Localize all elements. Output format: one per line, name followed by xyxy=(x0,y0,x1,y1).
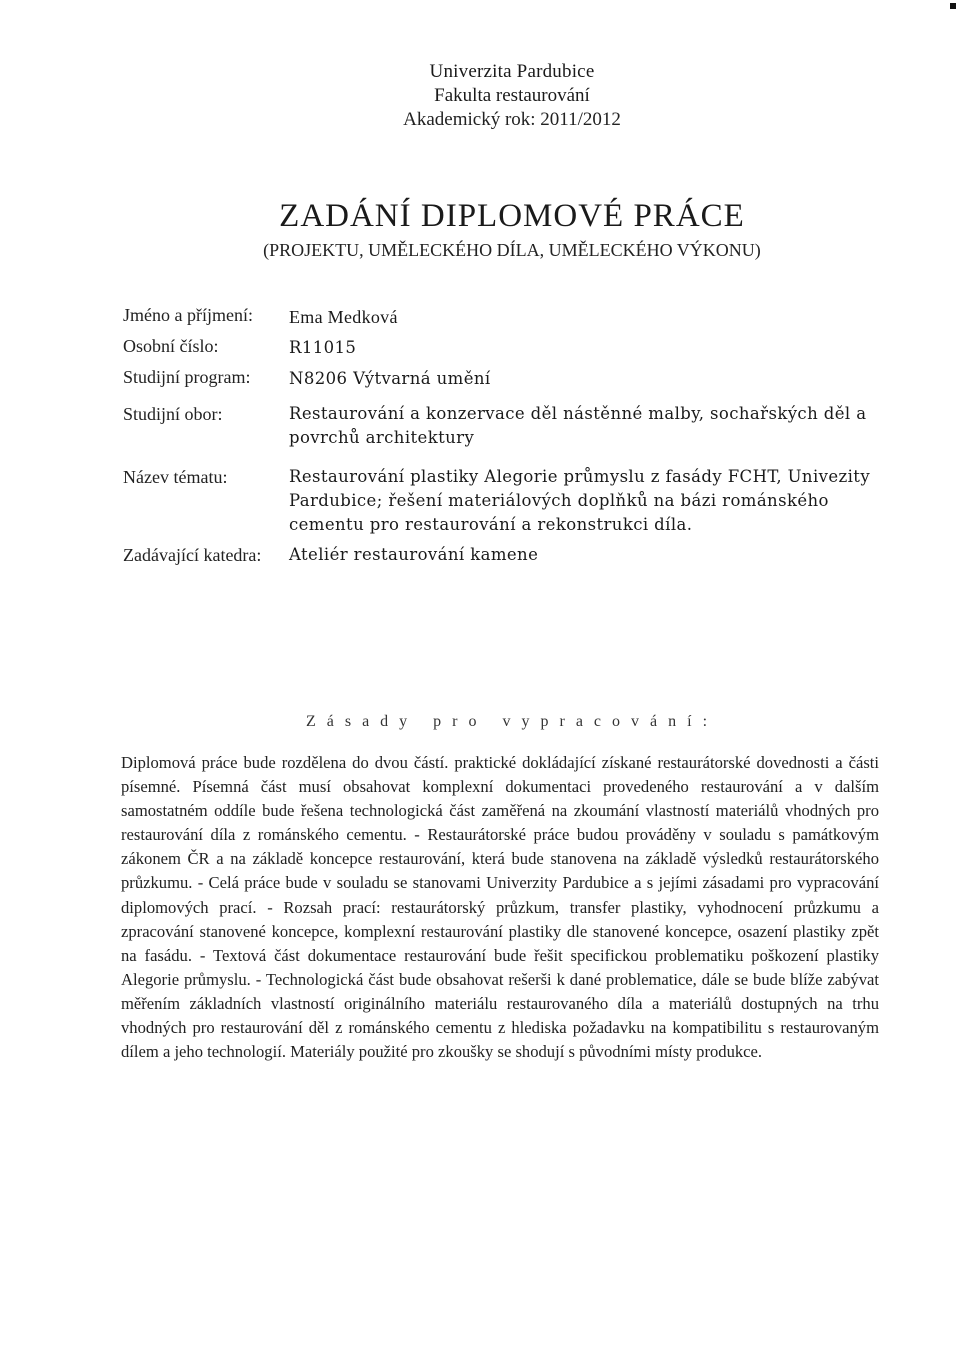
university-name: Univerzita Pardubice xyxy=(429,61,595,82)
faculty-name: Fakulta restaurování xyxy=(434,85,590,106)
personal-number-value: R11015 xyxy=(289,338,357,357)
row-personal-number xyxy=(123,336,893,363)
study-program-label: Studijní program: xyxy=(123,367,251,387)
department-value: Ateliér restaurování kamene xyxy=(289,545,539,564)
topic-value: Restaurování plastiky Alegorie průmyslu z fasády FCHT, Univezity Pardubice; řešení materiálových doplňků na bázi románského cementu pro restaurování a rekonstrukci díla. xyxy=(289,467,871,534)
department-label: Zadávající katedra: xyxy=(123,545,262,565)
scan-corner-mark xyxy=(950,3,956,9)
row-study-field xyxy=(123,402,893,450)
document-subtitle: (PROJEKTU, UMĚLECKÉHO DÍLA, UMĚLECKÉHO VÝKONU) xyxy=(263,240,761,260)
topic-label: Název tématu: xyxy=(123,467,228,487)
row-study-program xyxy=(123,367,893,394)
row-department xyxy=(123,543,893,567)
principles-heading: Zásady pro vypracování: xyxy=(305,713,719,730)
personal-number-label: Osobní číslo: xyxy=(123,336,219,356)
academic-year: Akademický rok: 2011/2012 xyxy=(403,109,621,130)
row-name xyxy=(123,305,893,332)
name-label: Jméno a příjmení: xyxy=(123,305,253,325)
row-topic xyxy=(123,465,893,537)
study-field-label: Studijní obor: xyxy=(123,404,223,424)
title-block xyxy=(0,196,960,262)
document-header xyxy=(0,60,960,132)
principles-text: Diplomová práce bude rozdělena do dvou částí. praktické dokládající získané restaurátorské dovednosti a části písemné. Písemná část musí obsahovat komplexní dokumentaci provedeného restaurování a v dalším samostatném oddíle bude řešena technologická část zaměřená na zkoumání vlastností materiálů vhodných pro restaurování díla z románského cementu. - Restaurátorské práce budou prováděny v souladu s památkovým zákonem ČR a na základě koncepce restaurování, která bude stanovena na základě výsledků restaurátorského průzkumu. - Celá práce bude v souladu se stanovami Univerzity Pardubice a s jejími zásadami pro vypracování diplomových prací. - Rozsah prací: restaurátorský průzkum, transfer plastiky, vyhodnocení průzkumu a zpracování stanovené koncepce, komplexní restaurování plastiky dle stanovené koncepce, osazení plastiky zpět na fasádu. - Textová část dokumentace restaurování bude řešit specifickou problematiku poškození plastiky Alegorie průmyslu. - Technologická část bude obsahovat rešerši k dané problematice, dále se bude blíže zabývat měřením základních vlastností originálního materiálu restaurovaného díla a materiálů dostupných na trhu vhodných pro restaurování děl z románského cementu z hlediska požadavku na kompatibilitu s restaurovaným dílem a jeho technologií. Materiály použité pro zkoušky se shodují s původními místy produkce. xyxy=(121,753,879,1062)
student-info xyxy=(123,305,893,567)
document-title: ZADÁNÍ DIPLOMOVÉ PRÁCE xyxy=(279,198,745,234)
study-field-value: Restaurování a konzervace děl nástěnné malby, sochařských děl a povrchů architektury xyxy=(289,404,867,447)
study-program-value: N8206 Výtvarná umění xyxy=(289,369,491,388)
name-value: Ema Medková xyxy=(289,307,398,327)
